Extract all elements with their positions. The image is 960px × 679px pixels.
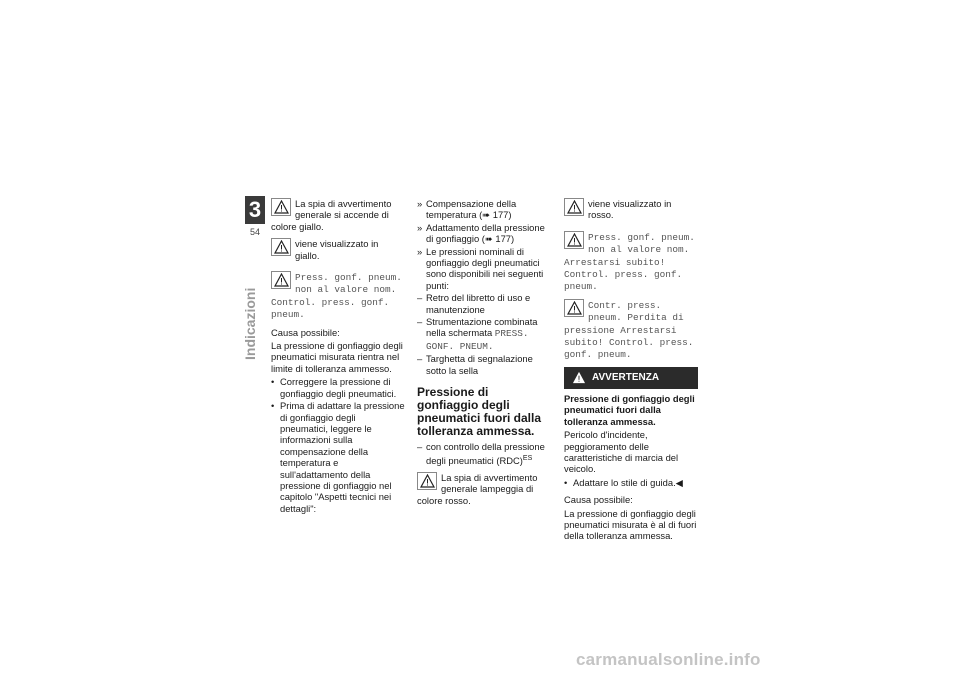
chapter-number-tab: 3	[245, 196, 265, 224]
display-message-2: Press. gonf. pneum. non al valore nom. Arrestarsi subito! Control. press. gonf. pneum.	[564, 231, 695, 293]
cause-text: La pressione di gonfiaggio degli pneumatici misurata rientra nel limite di tolleranza ammesso.	[271, 340, 403, 374]
general-warning-yellow-text: La spia di avvertimento generale si accende di colore giallo.	[271, 198, 392, 232]
warning-triangle-icon	[564, 299, 584, 317]
warning-triangle-icon	[271, 198, 291, 216]
warning-banner	[564, 367, 698, 389]
es-superscript: ES	[522, 454, 533, 462]
ref-pressure-adaptation: » Adattamento della pressione di gonfiaggio (➠ 177)	[417, 222, 551, 245]
bullet-read-info: • Prima di adattare la pressione di gonfiaggio degli pneumatici, leggere le informazioni sulla compensazione della temperatura e sull'adattamento della pressione di gonfiaggio nel capitolo "Aspetti tecnici nei dettagli":	[271, 400, 405, 514]
location-instrument-cluster: – Strumentazione combinata nella schermata PRESS. GONF. PNEUM.	[417, 316, 551, 352]
warning-triangle-icon	[572, 371, 586, 384]
column-3	[564, 198, 698, 548]
location-seat-label: – Targhetta di segnalazione sotto la sella	[417, 353, 551, 376]
displayed-yellow-text: viene visualizzato in giallo.	[295, 238, 379, 261]
warning-triangle-icon	[271, 238, 291, 256]
location-manual-back: – Retro del libretto di uso e manutenzione	[417, 292, 551, 315]
warning-triangle-icon	[417, 472, 437, 490]
ref-nominal-pressures: » Le pressioni nominali di gonfiaggio degli pneumatici sono disponibili nei seguenti punti:	[417, 246, 551, 292]
warning-title: Pressione di gonfiaggio degli pneumatici fuori dalla tolleranza ammessa.	[564, 392, 695, 427]
warning-text: Pericolo d'incidente, peggioramento delle caratteristiche di marcia del veicolo.	[564, 429, 679, 475]
screen-name: PRESS. GONF. PNEUM.	[426, 328, 529, 352]
displayed-red-text: viene visualizzato in rosso.	[588, 198, 672, 221]
display-message-1: Press. gonf. pneum. non al valore nom. Control. press. gonf. pneum.	[271, 272, 402, 321]
ref-temperature-compensation: » Compensazione della temperatura (➠ 177)	[417, 198, 551, 221]
display-message-3: Contr. press. pneum. Perdita di pressione Arrestarsi subito! Control. press. gonf. pneum.	[564, 299, 694, 361]
cause-label-2: Causa possibile:	[564, 494, 633, 506]
cause-text-2: La pressione di gonfiaggio degli pneumatici misurata è al di fuori della tolleranza ammessa.	[564, 507, 697, 542]
cause-label: Causa possibile:	[271, 326, 340, 338]
warning-bullet: • Adattare lo stile di guida.◀	[564, 477, 698, 488]
chapter-title-vertical: Indicazioni	[242, 287, 258, 360]
column-2	[417, 198, 551, 512]
warning-triangle-icon	[271, 271, 291, 289]
site-watermark: carmanualsonline.info	[576, 650, 761, 669]
general-warning-red-text: La spia di avvertimento generale lampeggia di colore rosso.	[417, 472, 538, 506]
page-number: 54	[249, 227, 260, 237]
warning-triangle-icon	[564, 231, 584, 249]
condition-rdc: – con controllo della pressione degli pneumatici (RDC)$^{ES}$	[417, 441, 551, 466]
column-1	[271, 198, 405, 515]
warning-label: AVVERTENZA	[592, 372, 660, 384]
bullet-correct-pressure: • Correggere la pressione di gonfiaggio degli pneumatici.	[271, 376, 405, 399]
warning-triangle-icon	[564, 198, 584, 216]
section-heading: Pressione di gonfiaggio degli pneumatici fuori dalla tolleranza ammessa.	[417, 385, 542, 439]
